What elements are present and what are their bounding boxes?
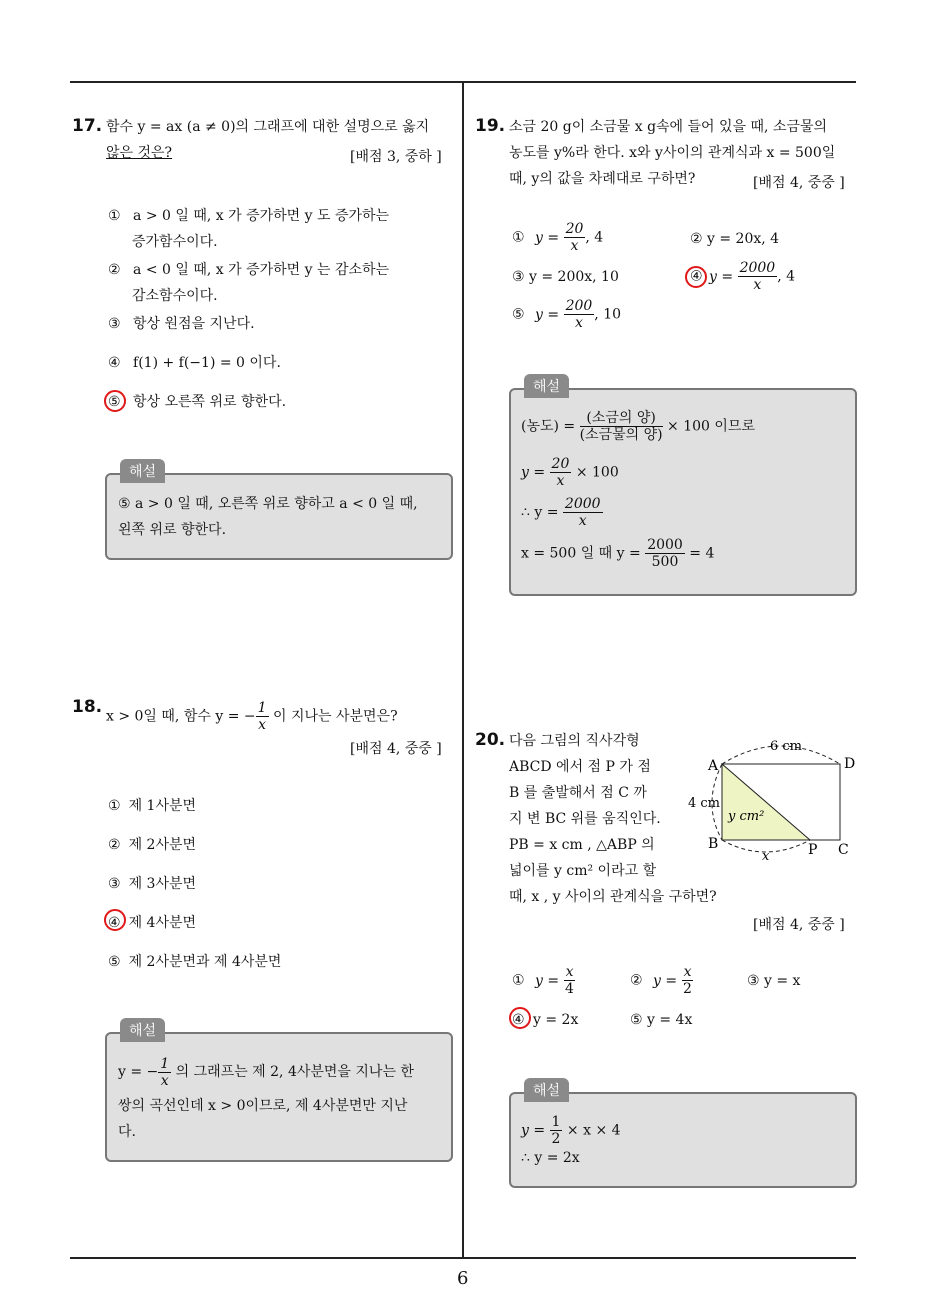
- fraction: [563, 496, 603, 529]
- numerator: 1: [551, 1114, 561, 1130]
- exp-text: = 4: [684, 545, 715, 562]
- numerator: 2000: [647, 537, 683, 553]
- option[interactable]: ③ y = 200x, 10: [512, 269, 619, 285]
- exp-text: ∴ y =: [521, 504, 563, 521]
- option-text: a < 0 일 때, x 가 증가하면 y 는 감소하는: [133, 262, 390, 278]
- option-marker: ⑤: [108, 394, 121, 410]
- fraction: [564, 298, 595, 331]
- denominator: x: [556, 473, 565, 489]
- label-P: P: [808, 842, 818, 858]
- exp-text: y =: [521, 464, 550, 481]
- option[interactable]: [108, 350, 281, 376]
- denominator: x: [160, 1072, 169, 1089]
- explanation-text: ∴ y = 2x: [521, 1150, 580, 1166]
- explanation-text: [118, 1054, 414, 1090]
- option-text: 제 3사분면: [128, 876, 197, 892]
- option-text: y =: [535, 229, 564, 246]
- denominator: x: [574, 315, 583, 331]
- question-stem: 때, y의 값을 차례대로 구하면?: [509, 171, 696, 187]
- explanation-tab: 해설: [120, 1018, 165, 1042]
- option-marker: ⑤: [512, 306, 525, 323]
- exp-text: × x × 4: [562, 1122, 621, 1139]
- explanation-tab: 해설: [524, 374, 569, 398]
- question-stem: 다음 그림의 직사각형: [509, 733, 640, 749]
- question-stem: 소금 20 g이 소금물 x g속에 들어 있을 때, 소금물의: [509, 119, 828, 135]
- option[interactable]: [108, 873, 196, 893]
- label-left-length: 4 cm: [688, 796, 721, 811]
- explanation-tab: 해설: [524, 1078, 569, 1102]
- answer-circle: [509, 1007, 531, 1029]
- label-B: B: [708, 836, 719, 852]
- option[interactable]: [512, 221, 603, 254]
- option-text: y = 2x: [533, 1012, 579, 1028]
- question-stem: [106, 700, 398, 733]
- explanation-text: 쌍의 곡선인데 x > 0이므로, 제 4사분면만 지난: [118, 1098, 408, 1114]
- option-text: 감소함수이다.: [132, 288, 218, 304]
- exp-text: x = 500 일 때 y =: [521, 545, 646, 562]
- option[interactable]: ② y = 20x, 4: [690, 231, 780, 247]
- question-stem: PB = x cm , △ABP 의: [509, 837, 655, 853]
- option-marker: ②: [108, 837, 121, 853]
- label-A: A: [708, 758, 719, 774]
- explanation-text: [521, 1114, 621, 1147]
- question-number: 17.: [72, 116, 103, 136]
- option[interactable]: [108, 203, 389, 255]
- option-marker: ④: [690, 268, 703, 285]
- question-number: 19.: [475, 116, 506, 136]
- fraction: [550, 456, 572, 489]
- question-stem: ABCD 에서 점 P 가 점: [509, 759, 651, 775]
- fraction: [645, 537, 685, 570]
- option-marker: ②: [108, 262, 121, 278]
- option[interactable]: [512, 964, 575, 997]
- answer-circle: [685, 266, 707, 288]
- option[interactable]: [108, 951, 281, 971]
- score-meta: [배점 3, 중하 ]: [350, 149, 442, 165]
- option[interactable]: [108, 795, 196, 815]
- explanation-text: 다.: [118, 1124, 136, 1140]
- exp-text: y = −: [118, 1064, 159, 1080]
- bottom-rule: [70, 1257, 856, 1259]
- question-stem: 때, x , y 사이의 관계식을 구하면?: [509, 889, 717, 905]
- option-text: a > 0 일 때, x 가 증가하면 y 도 증가하는: [133, 208, 390, 224]
- exp-text: (농도) =: [521, 418, 580, 435]
- label-D: D: [844, 756, 856, 772]
- stem-text: 이 지나는 사분면은?: [268, 708, 398, 725]
- question-stem: 넓이를 y cm² 이라고 할: [509, 863, 657, 879]
- score-meta: [배점 4, 중중 ]: [753, 175, 845, 191]
- question-stem: 않은 것은?: [106, 145, 173, 161]
- exp-text: 의 그래프는 제 2, 4사분면을 지나는 한: [171, 1064, 414, 1080]
- explanation-text: [521, 496, 603, 529]
- option[interactable]: [512, 298, 621, 331]
- numerator: 200: [565, 298, 593, 314]
- option-text: 제 4사분면: [128, 915, 197, 931]
- denominator: 2: [551, 1131, 561, 1147]
- triangle-abp: [722, 764, 810, 840]
- explanation-text: ⑤ a > 0 일 때, 오른쪽 위로 향하고 a < 0 일 때,: [118, 496, 418, 512]
- option[interactable]: ⑤ y = 4x: [630, 1012, 693, 1028]
- fraction: [580, 410, 663, 443]
- page-number: 6: [457, 1268, 469, 1289]
- numerator: x: [683, 964, 692, 980]
- option-marker: ①: [512, 972, 525, 989]
- denominator: x: [258, 717, 267, 733]
- fraction: [256, 700, 269, 733]
- option-marker: ③: [108, 876, 121, 892]
- option-marker: ④: [108, 355, 121, 371]
- option-text: 제 2사분면과 제 4사분면: [128, 954, 282, 970]
- answer-circle: [104, 390, 126, 412]
- fraction: [564, 964, 576, 997]
- question-stem: B 를 출발해서 점 C 까: [509, 785, 647, 801]
- explanation-tab: 해설: [120, 459, 165, 483]
- denominator: 2: [683, 981, 692, 997]
- exp-text: × 100: [571, 464, 619, 481]
- option-text: y =: [709, 268, 738, 285]
- option-marker: ④: [512, 1012, 525, 1028]
- question-number: 18.: [72, 697, 103, 717]
- denominator: x: [578, 513, 587, 529]
- option[interactable]: [108, 311, 255, 337]
- option-text: 제 2사분면: [128, 837, 197, 853]
- option-text: , 4: [585, 229, 604, 246]
- answer-circle: [104, 909, 126, 931]
- score-meta: [배점 4, 중중 ]: [350, 741, 442, 757]
- option-text: 항상 원점을 지난다.: [133, 316, 255, 332]
- label-bottom: x: [762, 849, 770, 864]
- score-meta: [배점 4, 중중 ]: [753, 917, 845, 933]
- fraction: [550, 1114, 563, 1147]
- question-stem: 지 변 BC 위를 움직인다.: [509, 811, 661, 827]
- explanation-text: [521, 456, 619, 489]
- stem-text: x > 0일 때, 함수 y = −: [106, 708, 256, 725]
- numerator: 2000: [564, 496, 601, 512]
- option-text: y =: [535, 972, 564, 989]
- denominator: x: [753, 277, 762, 293]
- denominator: 4: [565, 981, 574, 997]
- numerator: 20: [551, 456, 570, 472]
- fraction: [682, 964, 694, 997]
- option-text: 증가함수이다.: [132, 234, 218, 250]
- option-marker: ⑤: [108, 954, 121, 970]
- option-marker: ②: [630, 972, 643, 989]
- denominator: (소금물의 양): [579, 427, 663, 443]
- explanation-text: 왼쪽 위로 향한다.: [118, 522, 227, 538]
- option-text: , 10: [594, 306, 622, 323]
- fraction: [564, 221, 586, 254]
- numerator: 1: [257, 700, 267, 716]
- option-text: 제 1사분면: [128, 798, 197, 814]
- option-marker: ①: [108, 798, 121, 814]
- rectangle-figure: [680, 734, 860, 864]
- explanation-text: [521, 410, 755, 443]
- option-text: , 4: [777, 268, 796, 285]
- denominator: 500: [651, 554, 679, 570]
- numerator: 2000: [739, 260, 776, 276]
- option-text: 항상 오른쪽 위로 향한다.: [133, 394, 287, 410]
- option[interactable]: ③ y = x: [747, 973, 801, 989]
- option[interactable]: [108, 389, 286, 415]
- numerator: x: [565, 964, 574, 980]
- fraction: [738, 260, 778, 293]
- option-marker: ④: [108, 915, 121, 931]
- question-stem: 함수 y = ax (a ≠ 0)의 그래프에 대한 설명으로 옳지: [106, 119, 430, 135]
- numerator: 20: [565, 221, 584, 237]
- option-text: y =: [535, 306, 564, 323]
- exp-text: y =: [521, 1122, 550, 1139]
- option[interactable]: [108, 834, 196, 854]
- option-marker: ③: [108, 316, 121, 332]
- option[interactable]: [630, 964, 693, 997]
- option-marker: ①: [512, 229, 525, 246]
- question-number: 20.: [475, 730, 506, 750]
- option-text: f(1) + f(−1) = 0 이다.: [133, 355, 281, 371]
- fraction: [158, 1056, 171, 1089]
- option[interactable]: [108, 257, 389, 309]
- question-stem: 농도를 y%라 한다. x와 y사이의 관계식과 x = 500일: [509, 145, 836, 161]
- option-text: y =: [653, 972, 682, 989]
- option-marker: ①: [108, 208, 121, 224]
- explanation-text: [521, 537, 714, 570]
- label-C: C: [838, 842, 849, 858]
- exp-text: × 100 이므로: [662, 418, 755, 435]
- numerator: 1: [160, 1055, 170, 1072]
- denominator: x: [570, 238, 579, 254]
- column-divider: [462, 81, 464, 1259]
- label-area: y cm²: [728, 809, 765, 824]
- label-top-length: 6 cm: [770, 739, 803, 754]
- numerator: (소금의 양): [580, 410, 663, 427]
